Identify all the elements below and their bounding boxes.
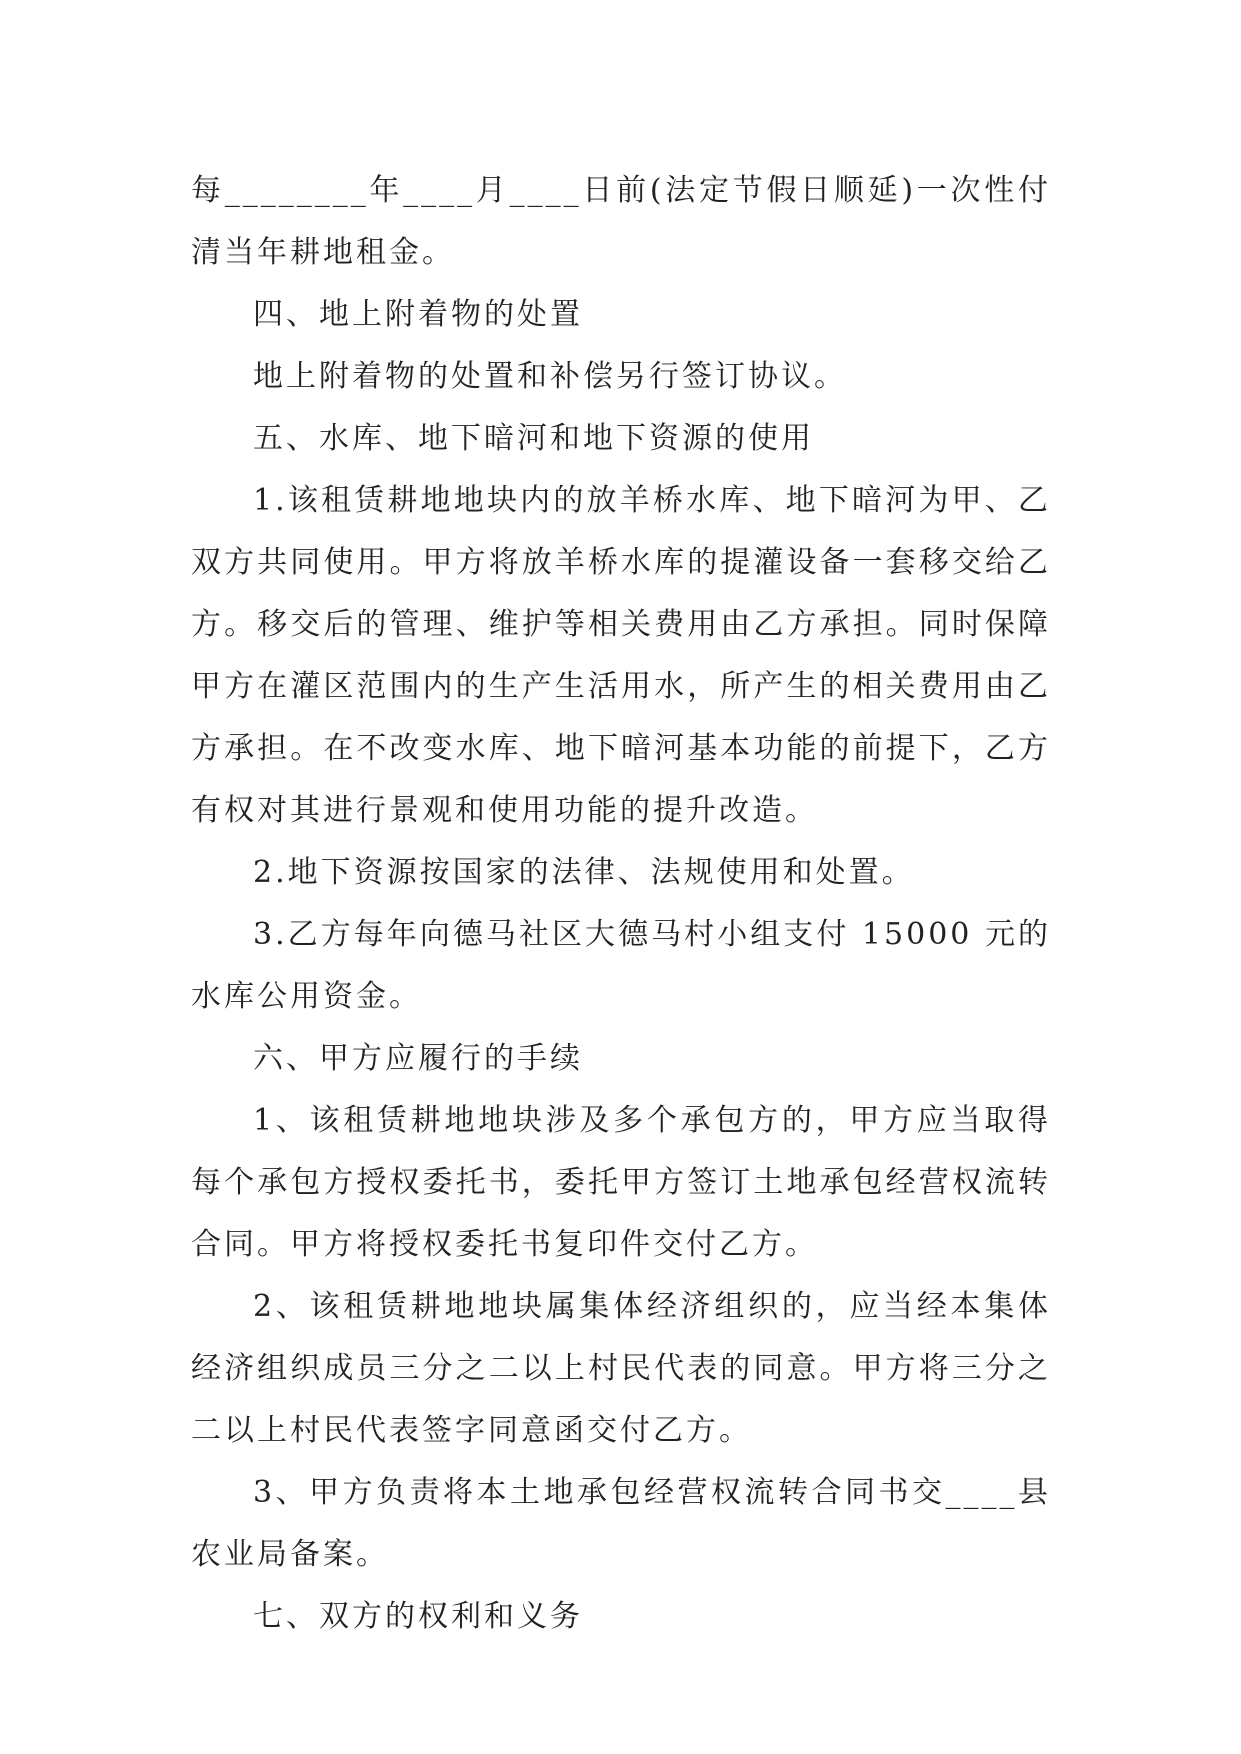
section-heading-7: 七、双方的权利和义务: [253, 1599, 583, 1634]
paragraph-6-3: 3、甲方负责将本土地承包经营权流转合同书交____县农业局备案。: [191, 1475, 1051, 1572]
paragraph-attachments: 地上附着物的处置和补偿另行签订协议。: [253, 359, 847, 394]
paragraph-5-1: 1.该租赁耕地地块内的放羊桥水库、地下暗河为甲、乙双方共同使用。甲方将放羊桥水库的提灌设备一套移交给乙方。移交后的管理、维护等相关费用由乙方承担。同时保障甲方在灌区范围内的生产生活用水，所产生的相关费用由乙方承担。在不改变水库、地下暗河基本功能的前提下，乙方有权对其进行景观和使用功能的提升改造。: [191, 483, 1051, 828]
paragraph-6-2: 2、该租赁耕地地块属集体经济组织的，应当经本集体经济组织成员三分之二以上村民代表的同意。甲方将三分之二以上村民代表签字同意函交付乙方。: [191, 1289, 1051, 1448]
paragraph-5-2: 2.地下资源按国家的法律、法规使用和处置。: [253, 855, 915, 890]
paragraph-5-3: 3.乙方每年向德马社区大德马村小组支付 15000 元的水库公用资金。: [191, 917, 1051, 1014]
section-heading-6: 六、甲方应履行的手续: [253, 1041, 583, 1076]
section-heading-4: 四、地上附着物的处置: [253, 297, 583, 332]
paragraph-6-1: 1、该租赁耕地地块涉及多个承包方的，甲方应当取得每个承包方授权委托书，委托甲方签订土地承包经营权流转合同。甲方将授权委托书复印件交付乙方。: [191, 1103, 1051, 1262]
document-body: [191, 160, 1051, 1648]
paragraph-rent-payment: 每________年____月____日前(法定节假日顺延)一次性付清当年耕地租金。: [191, 173, 1051, 270]
section-heading-5: 五、水库、地下暗河和地下资源的使用: [253, 421, 814, 456]
